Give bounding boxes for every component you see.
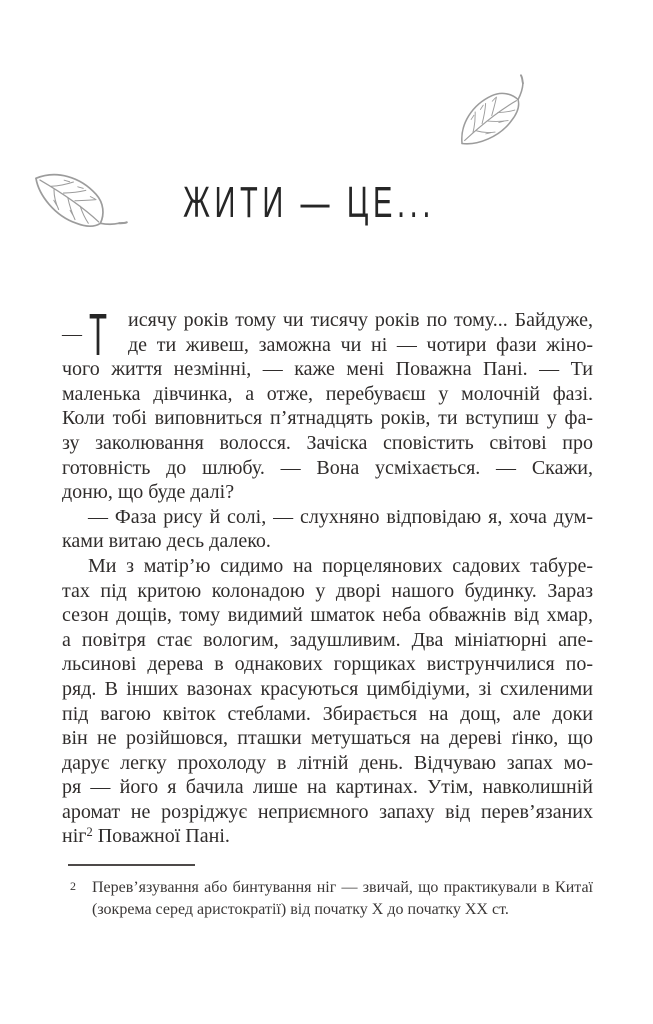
text-line: исячу років тому чи тисячу років по тому... Байдуже, [128, 309, 593, 331]
footnote [62, 864, 593, 920]
leaf-icon [439, 62, 553, 168]
footnote-line: Перев’язування або бинтування ніг — звичай, що практикували в Китаї [92, 879, 593, 896]
footnote-reference: 2 [86, 825, 93, 840]
dialogue-dash: — [62, 323, 82, 346]
text-line: ряд. В інших вазонах красуються цимбідіуми, зі схиленими [62, 677, 593, 700]
text-line: дарує легку прохолоду в літній день. Відчуваю запах мо- [62, 751, 593, 774]
text-line: він не розійшовся, пташки метушаться на дереві ґінко, що [62, 727, 593, 750]
text-line: під вагою квіток стеблами. Збирається на дощ, але доки [62, 702, 593, 725]
footnote-row [62, 877, 593, 920]
text-line: аромат не розріджує неприємного запаху від перев’язаних [62, 800, 593, 823]
text-line: зу заколювання волосся. Зачіска сповістить світові про [62, 431, 593, 454]
text-line: доню, що буде далі? [62, 481, 235, 504]
text-line: ками витаю десь далеко. [62, 530, 271, 553]
text-line [62, 824, 593, 849]
text-line: — Фаза рису й солі, — слухняно відповідаю я, хоча дум- [88, 505, 593, 528]
dropcap-block [62, 302, 128, 368]
chapter-title-container [0, 178, 653, 227]
footnote-text [92, 877, 593, 920]
text-line: Ми з матір’ю сидимо на порцелянових садових табуре- [88, 554, 593, 577]
chapter-title: ЖИТИ — ЦЕ... [182, 178, 435, 227]
text-line: ря — його я бачила лише на картинах. Утім, навколишній [62, 776, 593, 799]
footnote-marker: 2 [70, 879, 76, 893]
text-line: сезон дощів, тому видимий шматок неба обважнів від хмар, [62, 604, 593, 627]
footnote-divider [68, 864, 195, 866]
text-before-footnote-ref: ніг [62, 825, 87, 848]
footnote-line: (зокрема серед аристократії) від початку X до початку XX ст. [92, 900, 509, 918]
text-line: де ти живеш, заможна чи ні — чотири фази жіно- [128, 333, 593, 356]
paragraph [62, 302, 593, 505]
text-line: готовність до шлюбу. — Вона усміхається. — Скажи, [62, 456, 593, 479]
text-after-footnote-ref: Поважної Пані. [92, 825, 230, 848]
body-text [62, 302, 593, 849]
text-line: тах під критою колонадою у дворі нашого будинку. Зараз [62, 579, 593, 602]
text-line: а повітря стає вологим, задушливим. Два мініатюрні апе- [62, 628, 593, 651]
drop-cap-letter: Т [89, 302, 108, 368]
text-line: льсинові дерева в однакових горщиках виструнчилися по- [62, 653, 593, 676]
text-line: чого життя незмінні, — каже мені Поважна Пані. — Ти [62, 358, 593, 381]
paragraph [62, 554, 593, 849]
paragraph [62, 505, 593, 554]
text-line: Коли тобі виповниться п’ятнадцять років, ти вступиш у фа- [62, 407, 593, 430]
text-line: маленька дівчинка, а отже, перебуваєш у молочній фазі. [62, 382, 593, 405]
